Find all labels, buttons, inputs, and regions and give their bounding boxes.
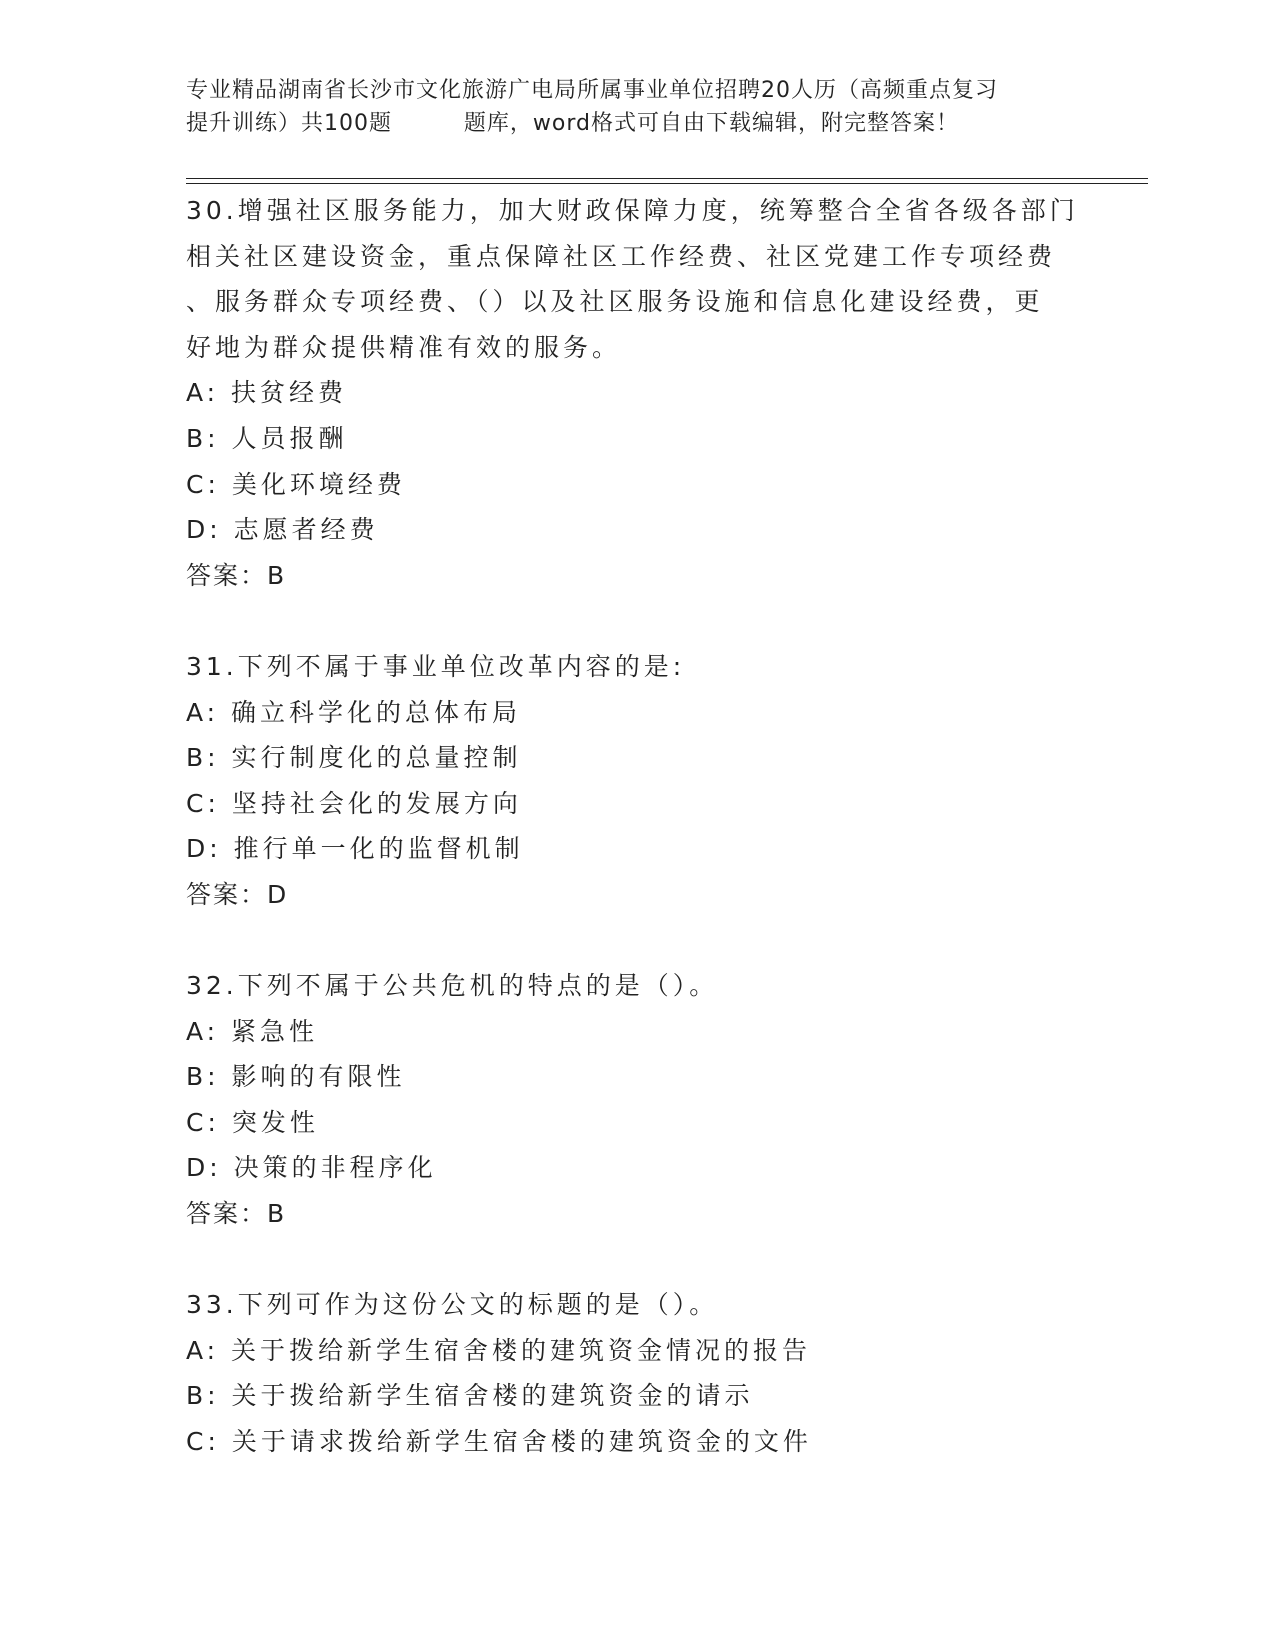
option-d: D: 志愿者经费 — [186, 515, 379, 545]
question-text-line: 相关社区建设资金，重点保障社区工作经费、社区党建工作专项经费 — [186, 241, 1057, 271]
question-text-line: 33.下列可作为这份公文的标题的是（）。 — [186, 1290, 719, 1320]
question-30 — [186, 188, 1086, 598]
option-b: B: 实行制度化的总量控制 — [186, 743, 522, 773]
answer-label: 答案：B — [186, 1199, 287, 1229]
option-a: A: 扶贫经费 — [186, 378, 348, 408]
option-d: D: 推行单一化的监督机制 — [186, 834, 524, 864]
option-b: B: 关于拨给新学生宿舍楼的建筑资金的请示 — [186, 1381, 754, 1411]
question-text-line: 32.下列不属于公共危机的特点的是（）。 — [186, 971, 719, 1001]
header-divider-top — [186, 178, 1148, 179]
option-c: C: 关于请求拨给新学生宿舍楼的建筑资金的文件 — [186, 1427, 812, 1457]
header-line-1: 专业精品湖南省长沙市文化旅游广电局所属事业单位招聘20人历（高频重点复习 — [186, 78, 998, 103]
question-33 — [186, 1282, 1086, 1464]
question-text-line: 好地为群众提供精准有效的服务。 — [186, 332, 622, 362]
question-text-line: 30.增强社区服务能力，加大财政保障力度，统筹整合全省各级各部门 — [186, 196, 1079, 225]
question-text-line: 31.下列不属于事业单位改革内容的是: — [186, 651, 686, 681]
option-d: D: 决策的非程序化 — [186, 1153, 437, 1183]
option-a: A: 确立科学化的总体布局 — [186, 697, 522, 727]
option-c: C: 美化环境经费 — [186, 469, 406, 499]
option-a: A: 关于拨给新学生宿舍楼的建筑资金情况的报告 — [186, 1335, 812, 1365]
option-c: C: 坚持社会化的发展方向 — [186, 788, 522, 818]
question-text-line: 、服务群众专项经费、（）以及社区服务设施和信息化建设经费，更 — [186, 287, 1044, 317]
answer-label: 答案：B — [186, 560, 287, 590]
option-a: A: 紧急性 — [186, 1016, 319, 1046]
option-b: B: 人员报酬 — [186, 423, 348, 453]
document-header — [186, 74, 1066, 140]
header-divider-bottom — [186, 183, 1148, 184]
question-list — [186, 188, 1086, 1465]
answer-label: 答案：D — [186, 879, 289, 909]
question-32 — [186, 963, 1086, 1237]
header-line-2: 提升训练）共100题 题库，word格式可自由下载编辑，附完整答案！ — [186, 111, 960, 136]
option-c: C: 突发性 — [186, 1107, 319, 1137]
question-31 — [186, 644, 1086, 918]
option-b: B: 影响的有限性 — [186, 1062, 406, 1092]
